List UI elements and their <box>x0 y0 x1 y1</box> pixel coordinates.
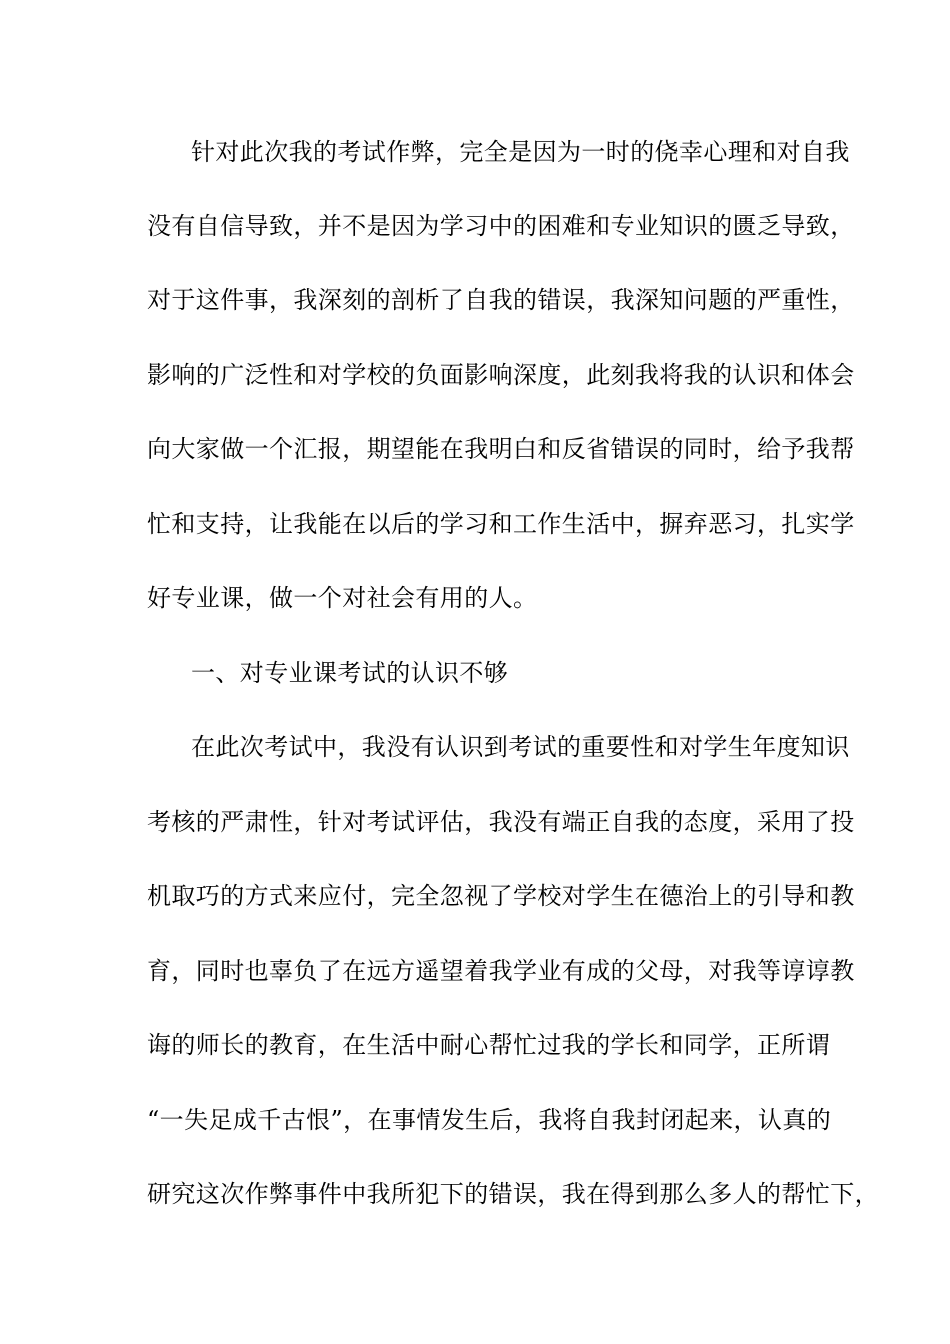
paragraph-1-line-3: 对于这件事，我深刻的剖析了自我的错误，我深知问题的严重性， <box>147 286 855 314</box>
paragraph-1-line-5: 向大家做一个汇报，期望能在我明白和反省错误的同时，给予我帮 <box>147 435 855 463</box>
paragraph-1-line-6: 忙和支持，让我能在以后的学习和工作生活中，摒弃恶习，扎实学 <box>147 510 855 538</box>
paragraph-1-line-1: 针对此次我的考试作弊，完全是因为一时的侥幸心理和对自我 <box>191 138 850 166</box>
paragraph-2-line-2: 考核的严肃性，针对考试评估，我没有端正自我的态度，采用了投 <box>147 808 855 836</box>
section-heading-1: 一、对专业课考试的认识不够 <box>191 659 509 687</box>
paragraph-2-line-3: 机取巧的方式来应付，完全忽视了学校对学生在德治上的引导和教 <box>147 882 855 910</box>
paragraph-1-line-4: 影响的广泛性和对学校的负面影响深度，此刻我将我的认识和体会 <box>147 361 855 389</box>
paragraph-1-line-7: 好专业课，做一个对社会有用的人。 <box>147 584 538 612</box>
paragraph-2-line-1: 在此次考试中，我没有认识到考试的重要性和对学生年度知识 <box>191 733 850 761</box>
paragraph-1-line-2: 没有自信导致，并不是因为学习中的困难和专业知识的匮乏导致， <box>147 212 855 240</box>
paragraph-2-line-5: 诲的师长的教育，在生活中耐心帮忙过我的学长和同学，正所谓 <box>147 1031 831 1059</box>
paragraph-2-line-4: 育，同时也辜负了在远方遥望着我学业有成的父母，对我等谆谆教 <box>147 957 855 985</box>
paragraph-2-line-7: 研究这次作弊事件中我所犯下的错误，我在得到那么多人的帮忙下， <box>147 1180 879 1208</box>
paragraph-2-line-6: “一失足成千古恨”，在事情发生后，我将自我封闭起来，认真的 <box>147 1106 832 1134</box>
